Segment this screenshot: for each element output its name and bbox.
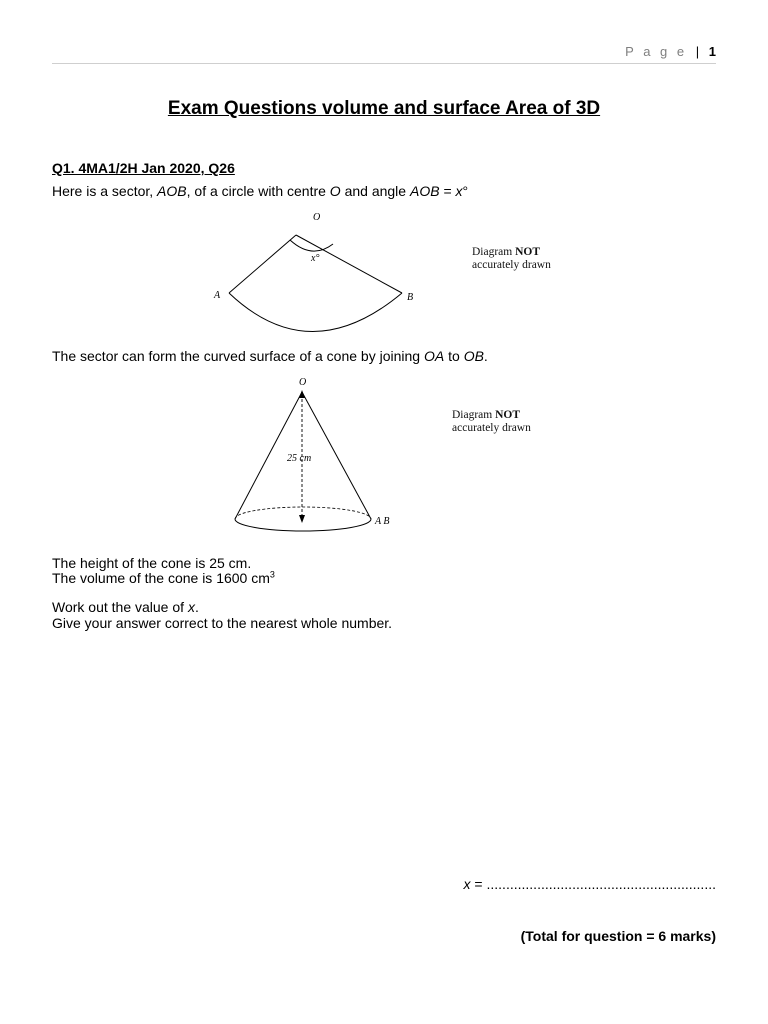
answer-dots[interactable]: ........................................................... [486, 876, 716, 892]
question-heading: Q1. 4MA1/2H Jan 2020, Q26 [52, 160, 235, 176]
cone-diagram [225, 372, 405, 542]
question-intro: Here is a sector, AOB, of a circle with centre O and angle AOB = x° [52, 183, 469, 199]
answer-variable: x [463, 876, 471, 892]
page-header [625, 44, 716, 59]
cone-label-o: O [299, 377, 307, 388]
answer-line[interactable]: x = ........................................................... [463, 876, 716, 892]
volume-text: The volume of the cone is 1600 $cm^3$ [52, 569, 275, 586]
sector-label-angle: x° [311, 253, 320, 264]
sector-label-a: A [214, 290, 221, 301]
volume-unit-power: 3 [269, 569, 275, 580]
angle-arc [290, 240, 333, 251]
sector-radius-ob [296, 235, 402, 293]
accuracy-text: Give your answer correct to the nearest whole number. [52, 615, 393, 631]
header-rule [52, 63, 716, 64]
sector-diagram-note: Diagram NOT accurately drawn [472, 246, 551, 271]
sector-radius-oa [229, 235, 296, 293]
page-separator: | [695, 44, 700, 59]
height-arrow-top [299, 390, 305, 398]
height-text: The height of the cone is 25 cm. [52, 555, 252, 571]
sector-diagram [200, 205, 440, 340]
sector-label-o: O [313, 212, 321, 223]
total-marks: (Total for question = 6 marks) [520, 928, 716, 944]
cone-base-front [235, 519, 371, 531]
height-arrow-bottom [299, 515, 305, 523]
page-number: 1 [708, 44, 716, 59]
work-out-text: Work out the value of x. [52, 599, 199, 615]
sector-label-b: B [407, 292, 414, 303]
cone-label-height: 25 cm [287, 453, 312, 464]
cone-label-ab: A B [375, 516, 390, 527]
sector-arc [229, 293, 402, 332]
page-word: P a g e [625, 44, 688, 59]
page-title: Exam Questions volume and surface Area of 3D [167, 98, 601, 119]
cone-diagram-note: Diagram NOT accurately drawn [452, 409, 531, 434]
cone-right-edge [302, 392, 371, 519]
join-text: The sector can form the curved surface of a cone by joining OA to OB. [52, 348, 488, 364]
